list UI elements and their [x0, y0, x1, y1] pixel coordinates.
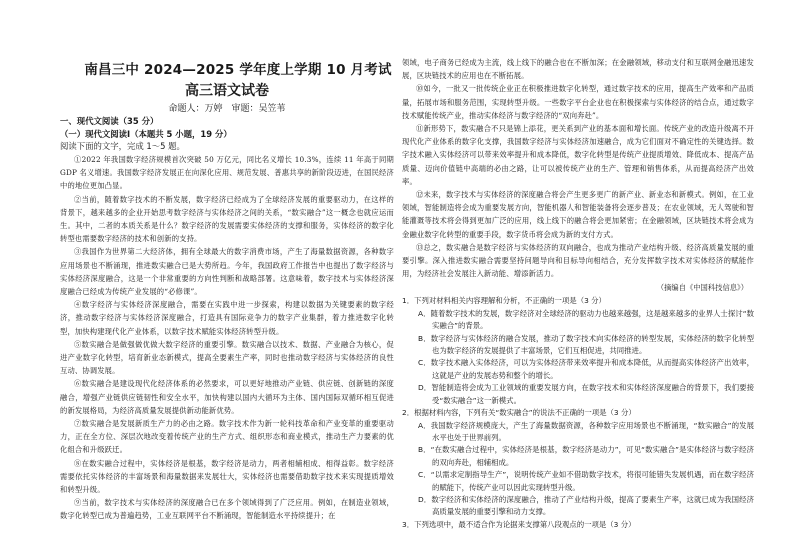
- answer-option: A．随着数字技术的发展，数字经济对全球经济的驱动力也越来越强，这是越来越多的业界人士探讨“数实融合”的背景。: [418, 308, 754, 331]
- answer-option: A．我国数字经济规模庞大，产生了海量数据资源，各种数字应用场景也不断涌现，“数实融合”的发展水平也处于世界前列。: [418, 420, 754, 442]
- passage-paragraph: ②当前，随着数字技术的不断发展，数字经济已经成为了全球经济发展的重要驱动力，在这样的背景下，越来越多的企业开始思考数字经济与实体经济之间的关系，“数实融合”这一概念也就应运而生。其中，二者的本质关系是什么？数字经济的发展需要实体经济的支撑和服务，实体经济的数字化转型也需要数字经济的技术和创新的支持。: [60, 194, 394, 244]
- passage-paragraph: ⑧在数实融合过程中，实体经济是根基，数字经济是动力，两者相辅相成、相得益彰。数字经济需要依托实体经济的丰富场景和海量数据来发展壮大，实体经济也需要借助数字技术来实现提质增效和转型升级。: [60, 458, 394, 495]
- left-column: [60, 0, 394, 560]
- passage-paragraph: ⑩如今，一批又一批传统企业正在积极推进数字化转型，通过数字技术的应用，提高生产效率和产品质量，拓展市场和服务范围，实现转型升级。一些数字平台企业也在积极探索与实体经济的结合点，通过数字技术赋能传统产业，推动实体经济与数字经济的“双向奔赴”。: [402, 84, 754, 120]
- passage-paragraph-continued: 领域，电子商务已经成为主流，线上线下的融合也在不断加深；在金融领域，移动支付和互联网金融迅速发展，区块链技术的应用也在不断拓展。: [402, 58, 754, 81]
- right-column: [402, 0, 754, 560]
- passage-paragraph: ⑦数实融合是发展新质生产力的必由之路。数字技术作为新一轮科技革命和产业变革的重要驱动力，正在全方位、深层次地改变着传统产业的生产方式、组织形态和商业模式，推动生产力要素的优化组合和升级跃迁。: [60, 419, 394, 455]
- passage-paragraph: ⑤数实融合是做强做优做大数字经济的重要引擎。数实融合以技术、数据、产业融合为核心，促进产业数字化转型，培育新业态新模式，提高全要素生产率，同时也推动数字经济与实体经济的良性互动、协调发展。: [60, 339, 394, 376]
- answer-option: C．数字技术融入实体经济，可以为实体经济带来效率提升和成本降低，从而提高实体经济产出效率，这就是产业的发展态势和整个的增长。: [418, 358, 754, 380]
- answer-option: C．“以需求定制指导生产”，说明传统产业如不借助数字技术，将很可能错失发展机遇，而在数字经济的赋能下，传统产业可以因此实现转型升级。: [418, 470, 754, 492]
- exam-subtitle: 高三语文试卷: [185, 83, 269, 99]
- question-stem: 2．根据材料内容，下列有关“数实融合”的说法不正确的一项是（3 分）: [402, 408, 636, 418]
- passage-paragraph: ⑪新形势下，数实融合不只是锦上添花，更关系到产业的基本面和增长面。传统产业的改造升级离不开现代化产业体系的数字化支撑，我国数字经济与实体经济加速融合，成为它们面对不确定性的关键选择。数字技术融入实体经济可以带来效率提升和成本降低，数字化转型是传统产业提质增效、降低成本、提高产品质量、迈向价值链中高端的必由之路，让可以被传统产业的生产、管理和销售体系，从而提高经济产出效率。: [402, 124, 754, 186]
- question-1: [402, 295, 754, 407]
- question-stem: 3．下列选项中，最不适合作为论据来支撑第八段观点的一项是（3 分）: [402, 519, 636, 529]
- passage-source: （摘编自《中国科技信息》）: [656, 283, 748, 293]
- passage-paragraph: ⑥数实融合是建设现代化经济体系的必然要求，可以更好地推动产业链、供应链、创新链的深度融合，增强产业链供应链韧性和安全水平，加快构建以国内大循环为主体、国内国际双循环相互促进的新发展格局，为经济高质量发展提供新动能新优势。: [60, 379, 394, 415]
- sub-section-heading: （一）现代文阅读Ⅰ（本题共 5 小题，19 分）: [60, 129, 232, 139]
- answer-option: D．数字经济和实体经济的深度融合，推动了产业结构升级，提高了要素生产率，这就已成为我国经济高质量发展的重要引擎和动力支撑。: [418, 494, 754, 517]
- passage-paragraph: ⑫未来，数字技术与实体经济的深度融合将会产生更多更广的新产业、新业态和新模式。例如，在工业领域，智能制造将会成为重要发展方向，智能机器人和智能装备将会逐步普及；在农业领域，无人驾驶和智能灌溉等技术将会得到更加广泛的应用，线上线下的融合将会更加紧密；在金融领域，区块链技术将会成为金融业数字化转型的重要手段，数字货币将会成为新的支付方式。: [402, 190, 754, 239]
- passage-paragraph: ⑬总之，数实融合是数字经济与实体经济的双向融合，也成为推动产业结构升级、经济高质量发展的重要引擎。深入推进数实融合需要坚持问题导向和目标导向相结合，充分发挥数字技术对实体经济的赋能作用，为经济社会发展注入新动能、增添新活力。: [402, 242, 754, 279]
- answer-option: D．智能制造将会成为工业领域的重要发展方向，在数字技术和实体经济深度融合的背景下，我们要接受“数实融合”这一新模式。: [418, 383, 754, 405]
- reading-instruction: 阅读下面的文字，完成 1～5 题。: [60, 141, 185, 151]
- passage-left: [60, 153, 394, 523]
- exam-authors: 命题人：万婷 审题：吴笠苇: [168, 104, 286, 114]
- answer-option: B．“在数实融合过程中，实体经济是根基，数字经济是动力”，可见“数实融合”是实体经济与数字经济的双向奔赴，相辅相成。: [418, 445, 754, 467]
- passage-paragraph: ③我国作为世界第二大经济体，拥有全球最大的数字消费市场，产生了海量数据资源，各种数字应用场景也不断涌现，推进数实融合已是大势所趋。今年，我国政府工作报告中也提出了数字经济与实体经济深度融合，这是一个非常重要的方向性判断和战略部署。这意味着，数字技术与实体经济深度融合已经成为传统产业发展的“必修课”。: [60, 247, 394, 297]
- passage-paragraph: ⑨当前，数字技术与实体经济的深度融合已在多个领域得到了广泛应用。例如，在制造业领域，数字化转型已成为普遍趋势，工业互联网平台不断涌现，智能制造水平持续提升；在: [60, 498, 394, 521]
- passage-paragraph: ④数字经济与实体经济深度融合，需要在实践中进一步探索，构建以数据为关键要素的数字经济，推动数字经济与实体经济深度融合，打造具有国际竞争力的数字产业集群，着力推进数字化转型，加快构建现代化产业体系，以数字技术赋能实体经济转型升级。: [60, 300, 394, 336]
- answer-option: B．数字经济与实体经济的融合发展，推动了数字技术向实体经济的转型发展，实体经济的数字化转型也为数字经济的发展提供了丰富场景，它们互相促进，共同推进。: [418, 333, 754, 356]
- question-3: [402, 519, 754, 531]
- passage-right: [402, 56, 754, 531]
- section-heading: 一、现代文阅读（35 分）: [60, 116, 159, 126]
- exam-title: 南昌三中 2024—2025 学年度上学期 10 月考试: [84, 62, 392, 78]
- passage-paragraph: ①2022 年我国数字经济规模首次突破 50 万亿元，同比名义增长 10.3%，连续 11 年高于同期 GDP 名义增速。我国数字经济发展正在向深化应用、规范发展、普惠共享的新阶段迈进，在国民经济中的地位更加凸显。: [60, 155, 394, 191]
- question-stem: 1．下列对材料相关内容理解和分析，不正确的一项是（3 分）: [402, 296, 606, 306]
- question-2: [402, 407, 754, 519]
